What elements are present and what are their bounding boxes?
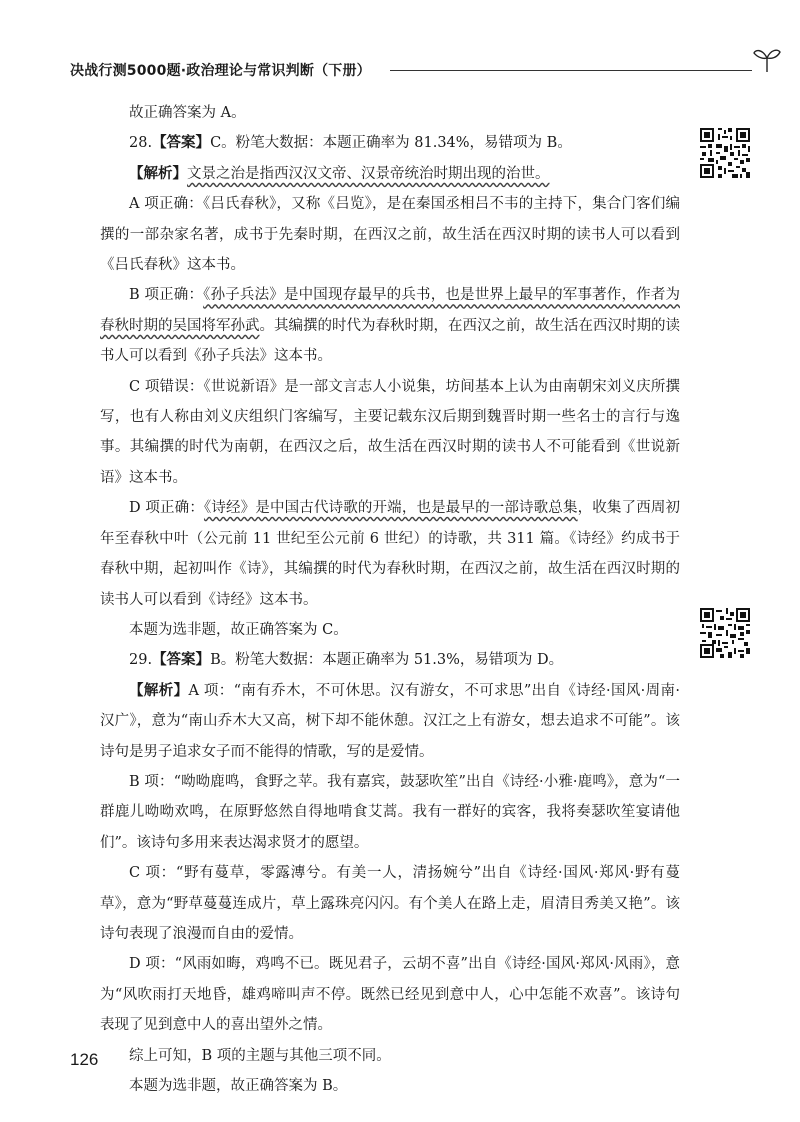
option-d-analysis: D 项：“风雨如晦，鸡鸣不已。既见君子，云胡不喜”出自《诗经·国风·郑风·风雨》，意为“风吹雨打天地昏，雄鸡啼叫声不停。既然已经见到意中人，心中怎能不欢喜”。该诗句表现了见到意中人的喜出望外之情。 bbox=[100, 956, 680, 1034]
conclusion: 本题为选非题，故正确答案为 B。 bbox=[129, 1078, 348, 1094]
running-header bbox=[70, 58, 770, 88]
analysis-label: 【解析】 bbox=[129, 682, 189, 699]
question-28-answer: 28.【答案】C。粉笔大数据：本题正确率为 81.34%，易错项为 B。 bbox=[129, 135, 572, 152]
analysis-label: 【解析】 bbox=[129, 165, 187, 182]
key-point: 《孙子兵法》是中国现存最早的兵书，也是世界上最早的军事著作，作者为春秋时期的吴国将军孙武 bbox=[100, 287, 680, 334]
answer-explanations bbox=[100, 98, 680, 1101]
option-d-analysis: D 项正确：《诗经》是中国古代诗歌的开端，也是最早的一部诗歌总集，收集了西周初年至春秋中叶（公元前 11 世纪至公元前 6 世纪）的诗歌，共 311 篇。《诗经》约成书于春秋中期，起初叫作《诗》，其编撰的时代为春秋时期，在西汉之前，故生活在西汉时期的读书人可以看到《诗经》这本书。 bbox=[100, 500, 681, 608]
option-c-analysis: C 项：“野有蔓草，零露漙兮。有美一人，清扬婉兮”出自《诗经·国风·郑风·野有蔓草》，意为“野草蔓蔓连成片，草上露珠亮闪闪。有个美人在路上走，眉清目秀美又艳”。该诗句表现了浪漫而自由的爱情。 bbox=[100, 865, 680, 942]
header-rule bbox=[390, 70, 752, 71]
question-29-analysis: 【解析】A 项：“南有乔木，不可休思。汉有游女，不可求思”出自《诗经·国风·周南·汉广》，意为“南山乔木大又高，树下却不能休憩。汉江之上有游女，想去追求不可能”。该诗句是男子追求女子而不能得的情歌，写的是爱情。 bbox=[100, 682, 681, 760]
question-28-analysis bbox=[100, 159, 680, 189]
key-point: 文景之治是指西汉汉文帝、汉景帝统治时期出现的治世。 bbox=[187, 165, 550, 182]
answer-label: 【答案】 bbox=[152, 135, 211, 152]
option-b-analysis: B 项正确：《孙子兵法》是中国现存最早的兵书，也是世界上最早的军事著作，作者为春秋时期的吴国将军孙武。其编撰的时代为春秋时期，在西汉之前，故生活在西汉时期的读书人可以看到《孙子兵法》这本书。 bbox=[100, 287, 680, 365]
option-a-analysis: A 项正确：《吕氏春秋》，又称《吕览》，是在秦国丞相吕不韦的主持下，集合门客们编撰的一部杂家名著，成书于先秦时期，在西汉之前，故生活在西汉时期的读书人可以看到《吕氏春秋》这本书。 bbox=[100, 196, 680, 274]
key-point: 《诗经》是中国古代诗歌的开端，也是最早的一部诗歌总集 bbox=[203, 500, 578, 517]
conclusion: 本题为选非题，故正确答案为 C。 bbox=[129, 621, 348, 638]
option-c-analysis: C 项错误：《世说新语》是一部文言志人小说集，坊间基本上认为由南朝宋刘义庆所撰写，也有人称由刘义庆组织门客编写，主要记载东汉后期到魏晋时期一些名士的言行与逸事。其编撰的时代为南朝，在西汉之后，故生活在西汉时期的读书人不可能看到《世说新语》这本书。 bbox=[100, 378, 680, 486]
sprout-icon bbox=[752, 42, 782, 74]
page-number: 126 bbox=[70, 1050, 99, 1069]
option-b-analysis: B 项：“呦呦鹿鸣，食野之苹。我有嘉宾，鼓瑟吹笙”出自《诗经·小雅·鹿鸣》，意为“一群鹿儿呦呦欢鸣，在原野悠然自得地啃食艾蒿。我有一群好的宾客，我将奏瑟吹笙宴请他们”。该诗句多用来表达渴求贤才的愿望。 bbox=[100, 773, 680, 851]
qr-code-icon bbox=[700, 128, 750, 178]
question-number: 28. bbox=[129, 135, 153, 152]
summary: 综上可知，B 项的主题与其他三项不同。 bbox=[129, 1047, 391, 1064]
answer-label: 【答案】 bbox=[152, 652, 211, 669]
question-number: 29. bbox=[129, 652, 153, 669]
question-29-answer: 29.【答案】B。粉笔大数据：本题正确率为 51.3%，易错项为 D。 bbox=[129, 652, 564, 669]
header-title: 决战行测5000题·政治理论与常识判断（下册） bbox=[70, 63, 371, 79]
paragraph: 故正确答案为 A。 bbox=[129, 105, 246, 121]
qr-code-icon bbox=[700, 608, 750, 658]
